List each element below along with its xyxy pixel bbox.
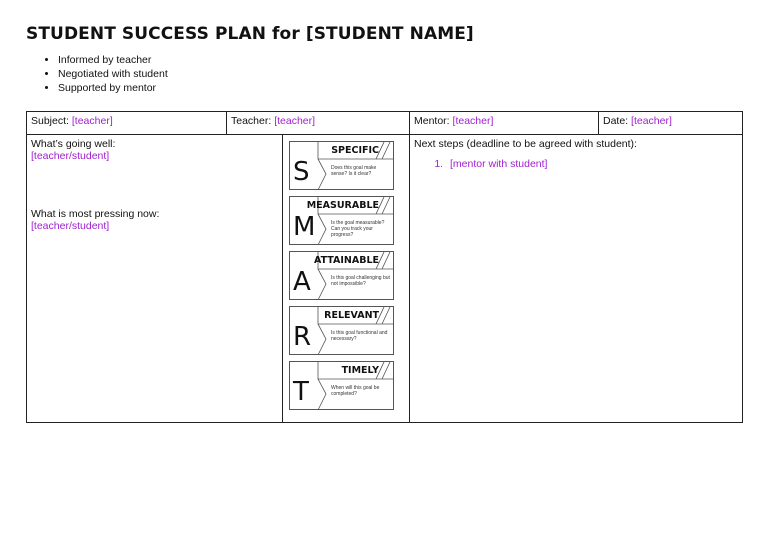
smart-letter: R bbox=[293, 322, 312, 352]
smart-word: MEASURABLE bbox=[306, 200, 379, 211]
going-well-value: [teacher/student] bbox=[31, 150, 110, 162]
smart-letter: T bbox=[293, 377, 309, 407]
next-steps-cell[interactable] bbox=[410, 135, 743, 423]
list-item: • Supported by mentor bbox=[58, 81, 168, 95]
smart-desc: Is the goal measurable? Can you track your progress? bbox=[331, 220, 385, 238]
smart-card-timely bbox=[289, 361, 394, 410]
smart-card-attainable bbox=[289, 251, 394, 300]
date-label: Date: bbox=[603, 115, 629, 127]
smart-word: RELEVANT bbox=[324, 310, 379, 321]
teacher-cell[interactable] bbox=[227, 112, 410, 135]
next-steps-label: Next steps (deadline to be agreed with student): bbox=[414, 138, 637, 150]
smart-letter: A bbox=[293, 267, 311, 297]
smart-desc: Does this goal make sense? Is it clear? bbox=[331, 165, 377, 177]
list-item: 1. [mentor with student] bbox=[446, 158, 738, 170]
smart-letter: S bbox=[293, 157, 310, 187]
smart-card-relevant bbox=[289, 306, 394, 355]
smart-desc: Is this goal challenging but not impossible? bbox=[331, 275, 390, 287]
date-cell[interactable] bbox=[599, 112, 743, 135]
pressing-label: What is most pressing now: bbox=[31, 208, 160, 220]
teacher-label: Teacher: bbox=[231, 115, 272, 127]
mentor-value: [teacher] bbox=[452, 115, 494, 127]
smart-letter: M bbox=[293, 212, 316, 242]
teacher-value: [teacher] bbox=[274, 115, 316, 127]
smart-card-specific bbox=[289, 141, 394, 190]
header-row bbox=[27, 112, 743, 135]
smart-desc: Is this goal functional and necessary? bbox=[331, 330, 388, 342]
page-title: STUDENT SUCCESS PLAN for [STUDENT NAME] bbox=[26, 24, 474, 44]
criteria-list bbox=[36, 53, 168, 95]
next-steps-list bbox=[414, 158, 738, 170]
body-row bbox=[27, 135, 743, 423]
smart-graphic bbox=[283, 135, 410, 423]
spacer bbox=[31, 162, 278, 208]
smart-card-measurable bbox=[289, 196, 394, 245]
subject-label: Subject: bbox=[31, 115, 69, 127]
plan-table bbox=[26, 111, 743, 423]
mentor-cell[interactable] bbox=[410, 112, 599, 135]
smart-word: TIMELY bbox=[341, 365, 379, 376]
smart-word: SPECIFIC bbox=[331, 145, 379, 156]
subject-value: [teacher] bbox=[71, 115, 113, 127]
date-value: [teacher] bbox=[631, 115, 672, 127]
going-well-label: What’s going well: bbox=[31, 138, 116, 150]
reflection-cell[interactable] bbox=[27, 135, 283, 423]
list-item: • Informed by teacher bbox=[58, 53, 168, 67]
smart-word: ATTAINABLE bbox=[313, 255, 379, 266]
pressing-value: [teacher/student] bbox=[31, 220, 110, 232]
mentor-label: Mentor: bbox=[414, 115, 450, 127]
smart-desc: When will this goal be completed? bbox=[331, 385, 380, 397]
subject-cell[interactable] bbox=[27, 112, 227, 135]
list-item: • Negotiated with student bbox=[58, 67, 168, 81]
